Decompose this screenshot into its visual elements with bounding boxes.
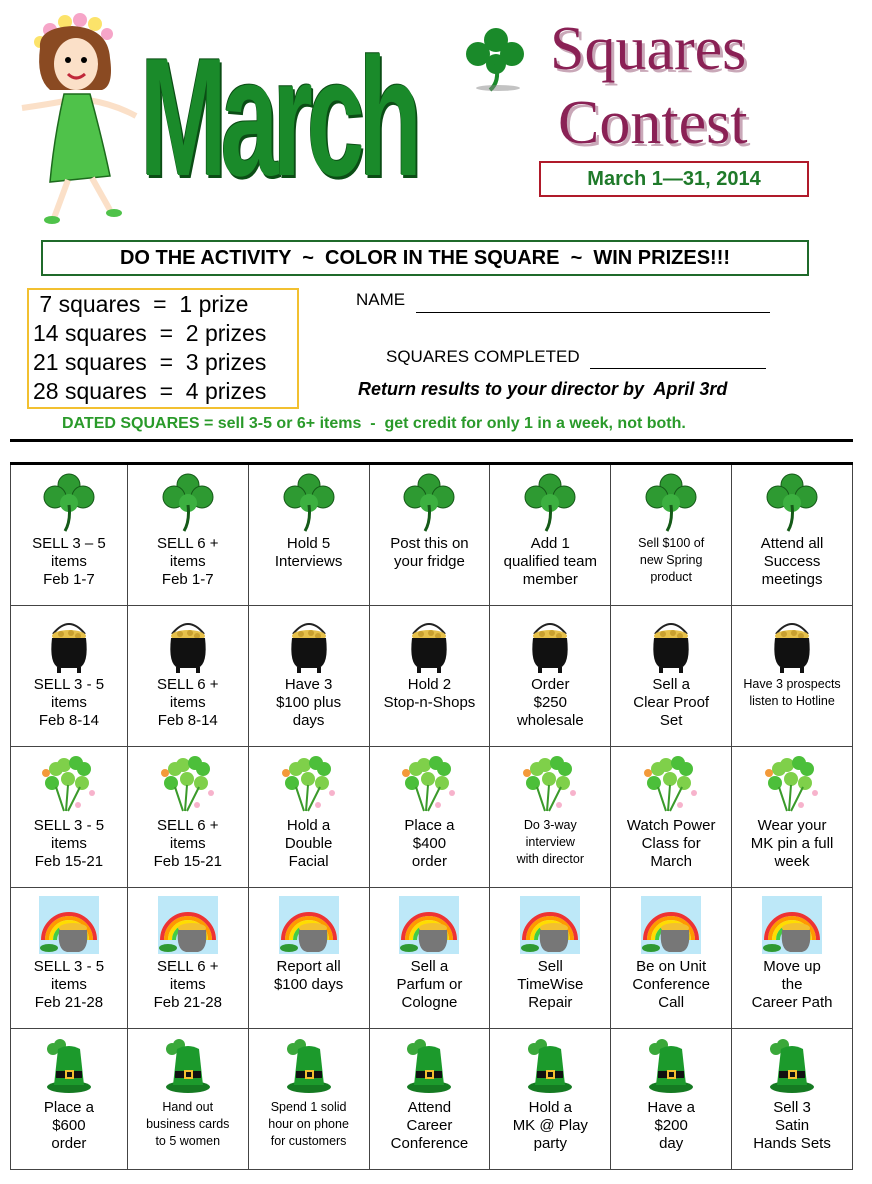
clover-bouquet-icon (519, 747, 581, 815)
shamrock-icon (160, 465, 216, 533)
square-content (611, 888, 731, 1028)
leprechaun-hat-icon (646, 1029, 696, 1097)
return-instructions: Return results to your director by April 3rd (358, 379, 728, 399)
prize-line: 28 squares = 4 prizes (33, 378, 267, 404)
dated-squares-note: DATED SQUARES = sell 3-5 or 6+ items - get credit for only 1 in a week, not both. (62, 415, 686, 432)
square-activity: Watch Power Class for March (626, 817, 716, 870)
square-activity: SELL 3 – 5 items Feb 1-7 (32, 535, 106, 588)
leprechaun-hat-icon (163, 1029, 213, 1097)
square-content (11, 465, 127, 605)
contest-square[interactable] (127, 1029, 248, 1170)
contest-square[interactable] (127, 747, 248, 888)
leprechaun-hat-icon (525, 1029, 575, 1097)
square-content (732, 606, 852, 746)
square-activity: Attend all Success meetings (760, 535, 824, 588)
contest-square[interactable] (369, 606, 490, 747)
square-activity: SELL 6 + items Feb 15-21 (153, 817, 222, 870)
contest-square[interactable] (369, 464, 490, 606)
square-activity: Sell 3 Satin Hands Sets (753, 1099, 831, 1152)
square-activity: SELL 6 + items Feb 1-7 (156, 535, 219, 588)
contest-square[interactable] (732, 888, 853, 1029)
rainbow-pot-icon (156, 888, 220, 956)
contest-square[interactable] (248, 1029, 369, 1170)
square-content (249, 747, 369, 887)
prize-table (27, 288, 299, 409)
square-activity: Wear your MK pin a full week (750, 817, 834, 870)
squares-completed-label: SQUARES COMPLETED (386, 347, 580, 366)
shamrock-icon (41, 465, 97, 533)
contest-square[interactable] (127, 888, 248, 1029)
contest-square[interactable] (369, 1029, 490, 1170)
square-content (611, 465, 731, 605)
square-content (249, 465, 369, 605)
square-activity: Attend Career Conference (390, 1099, 469, 1152)
square-content (249, 888, 369, 1028)
square-content (11, 888, 127, 1028)
month-title: March (140, 23, 416, 211)
prize-line: 7 squares = 1 prize (33, 291, 249, 317)
square-activity: Order $250 wholesale (516, 676, 584, 729)
contest-grid (10, 462, 853, 1170)
leprechaun-hat-icon (44, 1029, 94, 1097)
square-content (128, 1029, 248, 1169)
pot-of-gold-icon (45, 606, 93, 674)
square-activity: Report all $100 days (273, 958, 344, 993)
clover-bouquet-icon (398, 747, 460, 815)
contest-square[interactable] (248, 464, 369, 606)
square-activity: Post this on your fridge (390, 535, 469, 570)
square-activity: SELL 6 + items Feb 8-14 (156, 676, 219, 729)
square-activity: Hold 2 Stop-n-Shops (383, 676, 476, 711)
contest-square[interactable] (732, 747, 853, 888)
prize-line: 21 squares = 3 prizes (33, 349, 267, 375)
shamrock-icon (643, 465, 699, 533)
square-activity: Hold 5 Interviews (274, 535, 343, 570)
rainbow-pot-icon (760, 888, 824, 956)
pot-of-gold-icon (164, 606, 212, 674)
square-activity: Add 1 qualified team member (503, 535, 598, 588)
rainbow-pot-icon (277, 888, 341, 956)
contest-square[interactable] (127, 464, 248, 606)
square-activity: Have 3 $100 plus days (276, 676, 342, 729)
contest-square[interactable] (369, 747, 490, 888)
contest-square[interactable] (11, 888, 128, 1029)
shamrock-icon (522, 465, 578, 533)
clover-bouquet-icon (38, 747, 100, 815)
square-activity: Sell $100 of new Spring product (638, 536, 705, 584)
pot-of-gold-icon (768, 606, 816, 674)
square-content (128, 606, 248, 746)
square-activity: Be on Unit Conference Call (632, 958, 710, 1011)
title-contest: Contest (558, 89, 748, 157)
rainbow-pot-icon (397, 888, 461, 956)
square-activity: Hold a Double Facial (284, 817, 333, 870)
square-activity: Do 3-way interview with director (516, 818, 584, 866)
title-squares: Squares (550, 15, 747, 83)
square-content (370, 465, 490, 605)
square-activity: Spend 1 solid hour on phone for customers (268, 1100, 349, 1148)
square-content (611, 606, 731, 746)
contest-square[interactable] (611, 606, 732, 747)
square-activity: SELL 6 + items Feb 21-28 (153, 958, 222, 1011)
contest-square[interactable] (11, 464, 128, 606)
leprechaun-hat-icon (404, 1029, 454, 1097)
square-content (490, 606, 610, 746)
square-content (249, 606, 369, 746)
contest-square[interactable] (11, 747, 128, 888)
contest-square[interactable] (369, 888, 490, 1029)
square-content (732, 888, 852, 1028)
square-content (370, 606, 490, 746)
square-activity: Sell a Clear Proof Set (633, 676, 710, 729)
pot-of-gold-icon (647, 606, 695, 674)
contest-square[interactable] (732, 464, 853, 606)
square-content (611, 747, 731, 887)
square-content (249, 1029, 369, 1169)
square-content (490, 1029, 610, 1169)
square-activity: Have a $200 day (647, 1099, 695, 1152)
clover-bouquet-icon (157, 747, 219, 815)
contest-square[interactable] (248, 747, 369, 888)
pot-of-gold-icon (405, 606, 453, 674)
square-activity: Place a $600 order (43, 1099, 94, 1152)
prize-line: 14 squares = 2 prizes (33, 320, 267, 346)
square-content (490, 888, 610, 1028)
clover-bouquet-icon (761, 747, 823, 815)
pot-of-gold-icon (285, 606, 333, 674)
square-activity: SELL 3 - 5 items Feb 21-28 (33, 958, 105, 1011)
contest-square[interactable] (490, 464, 611, 606)
contest-square[interactable] (11, 1029, 128, 1170)
square-content (128, 465, 248, 605)
square-content (370, 888, 490, 1028)
square-content (732, 1029, 852, 1169)
square-content (490, 747, 610, 887)
square-activity: SELL 3 - 5 items Feb 8-14 (33, 676, 105, 729)
square-content (370, 1029, 490, 1169)
clover-bouquet-icon (278, 747, 340, 815)
grid-row (11, 464, 853, 606)
name-label: NAME (356, 290, 406, 309)
grid-row (11, 888, 853, 1029)
contest-square[interactable] (490, 747, 611, 888)
square-content (128, 888, 248, 1028)
clover-bouquet-icon (640, 747, 702, 815)
contest-square[interactable] (611, 747, 732, 888)
square-activity: Move up the Career Path (751, 958, 833, 1011)
square-activity: Hand out business cards to 5 women (146, 1100, 230, 1148)
grid-row (11, 606, 853, 747)
square-activity: Have 3 prospects listen to Hotline (743, 677, 841, 708)
square-content (732, 465, 852, 605)
rainbow-pot-icon (518, 888, 582, 956)
square-content (732, 747, 852, 887)
square-activity: Hold a MK @ Play party (512, 1099, 588, 1152)
dancing-girl-icon (10, 8, 145, 228)
square-content (11, 747, 127, 887)
square-content (490, 465, 610, 605)
square-content (611, 1029, 731, 1169)
square-activity: Place a $400 order (404, 817, 455, 870)
square-content (11, 1029, 127, 1169)
grid-row (11, 747, 853, 888)
contest-square[interactable] (11, 606, 128, 747)
leprechaun-hat-icon (767, 1029, 817, 1097)
contest-square[interactable] (732, 1029, 853, 1170)
square-activity: Sell a Parfum or Cologne (396, 958, 463, 1011)
squares-completed-field[interactable] (590, 368, 766, 369)
contest-square[interactable] (611, 888, 732, 1029)
four-leaf-clover-icon (458, 22, 533, 92)
square-content (128, 747, 248, 887)
shamrock-icon (764, 465, 820, 533)
square-content (370, 747, 490, 887)
pot-of-gold-icon (526, 606, 574, 674)
contest-square[interactable] (490, 606, 611, 747)
contest-square[interactable] (248, 606, 369, 747)
shamrock-icon (281, 465, 337, 533)
instructions-banner: DO THE ACTIVITY ~ COLOR IN THE SQUARE ~ WIN PRIZES!!! (41, 240, 809, 276)
rainbow-pot-icon (37, 888, 101, 956)
contest-square[interactable] (248, 888, 369, 1029)
square-activity: SELL 3 - 5 items Feb 15-21 (33, 817, 105, 870)
contest-square[interactable] (490, 1029, 611, 1170)
contest-square[interactable] (490, 888, 611, 1029)
contest-square[interactable] (732, 606, 853, 747)
square-activity: Sell TimeWise Repair (517, 958, 584, 1011)
square-content (11, 606, 127, 746)
divider (10, 439, 853, 442)
shamrock-icon (401, 465, 457, 533)
contest-square[interactable] (127, 606, 248, 747)
grid-row (11, 1029, 853, 1170)
name-field[interactable] (416, 312, 770, 313)
rainbow-pot-icon (639, 888, 703, 956)
contest-square[interactable] (611, 1029, 732, 1170)
contest-dates: March 1—31, 2014 (539, 161, 809, 197)
leprechaun-hat-icon (284, 1029, 334, 1097)
contest-square[interactable] (611, 464, 732, 606)
